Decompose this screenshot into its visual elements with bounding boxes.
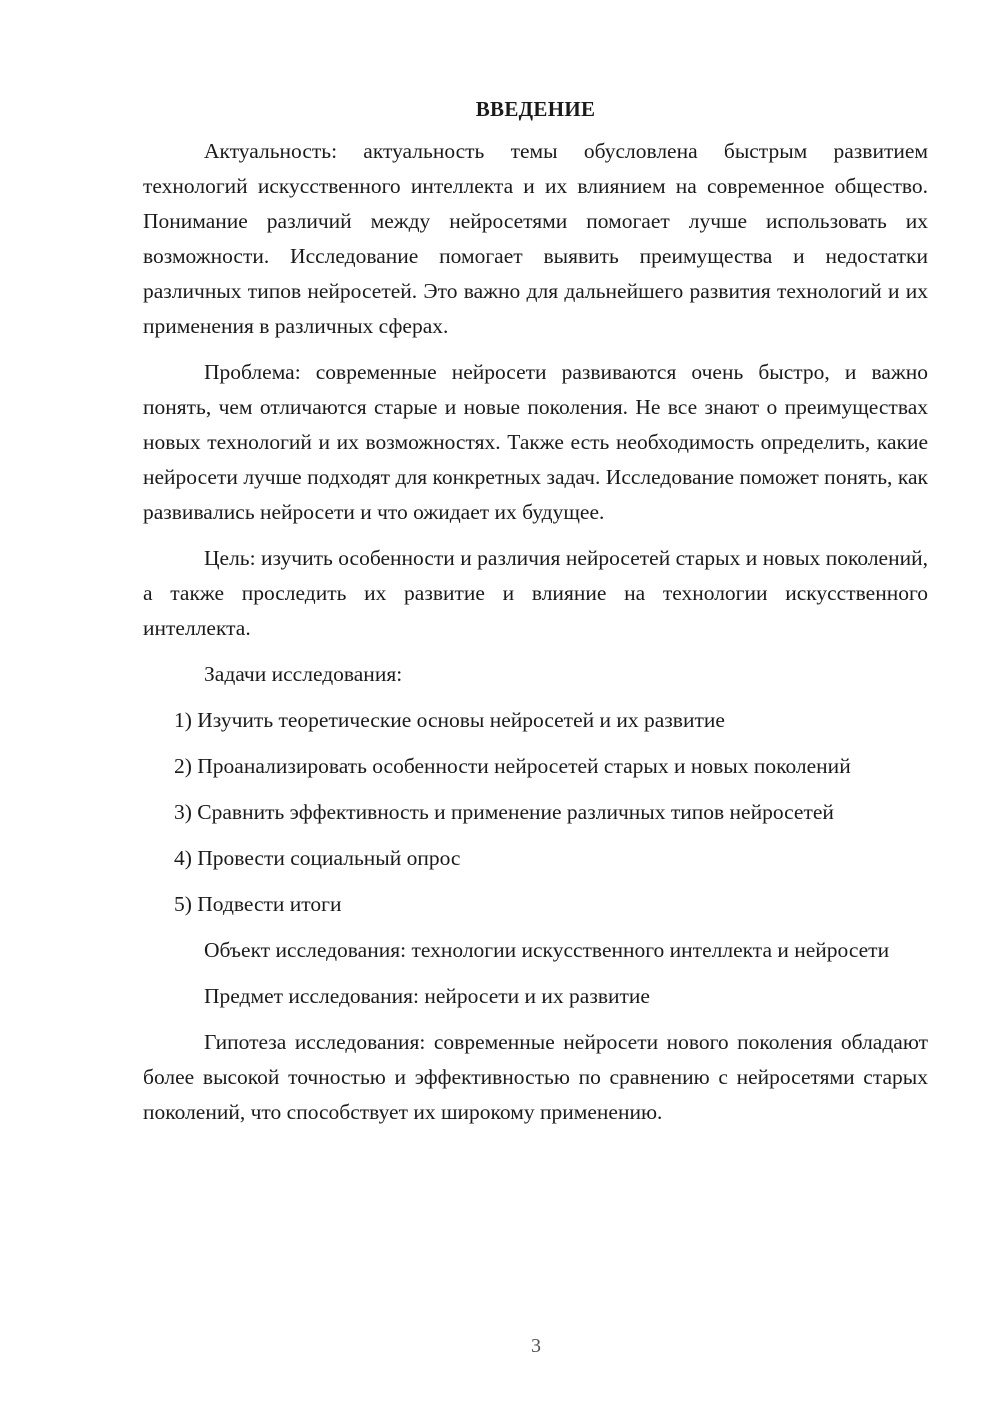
tasks-title: Задачи исследования:	[204, 662, 403, 686]
task-item-3: 3) Сравнить эффективность и применение различных типов нейросетей	[174, 800, 834, 824]
problem-paragraph: Проблема: современные нейросети развиваются очень быстро, и важно понять, чем отличаются старые и новые поколения. Не все знают о преимуществах новых технологий и их возможностях. Также есть необходимость определить, какие нейросети лучше подходят для конкретных задач. Исследование поможет понять, как развивались нейросети и что ожидает их будущее.	[143, 360, 928, 524]
section-heading: ВВЕДЕНИЕ	[475, 97, 596, 121]
task-item-1: 1) Изучить теоретические основы нейросетей и их развитие	[174, 708, 725, 732]
subject-paragraph: Предмет исследования: нейросети и их развитие	[204, 984, 650, 1008]
task-item-4: 4) Провести социальный опрос	[174, 846, 461, 870]
task-item-2: 2) Проанализировать особенности нейросетей старых и новых поколений	[174, 754, 851, 778]
object-paragraph: Объект исследования: технологии искусственного интеллекта и нейросети	[204, 938, 890, 962]
document-page	[143, 92, 928, 1141]
goal-paragraph: Цель: изучить особенности и различия нейросетей старых и новых поколений, а также проследить их развитие и влияние на технологии искусственного интеллекта.	[143, 546, 928, 640]
relevance-paragraph: Актуальность: актуальность темы обусловлена быстрым развитием технологий искусственного интеллекта и их влиянием на современное общество. Понимание различий между нейросетями помогает лучше использовать их возможности. Исследование помогает выявить преимущества и недостатки различных типов нейросетей. Это важно для дальнейшего развития технологий и их применения в различных сферах.	[143, 139, 928, 338]
page-number: 3	[531, 1335, 541, 1357]
hypothesis-paragraph: Гипотеза исследования: современные нейросети нового поколения обладают более высокой точностью и эффективностью по сравнению с нейросетями старых поколений, что способствует их широкому применению.	[143, 1030, 928, 1124]
task-item-5: 5) Подвести итоги	[174, 892, 342, 916]
